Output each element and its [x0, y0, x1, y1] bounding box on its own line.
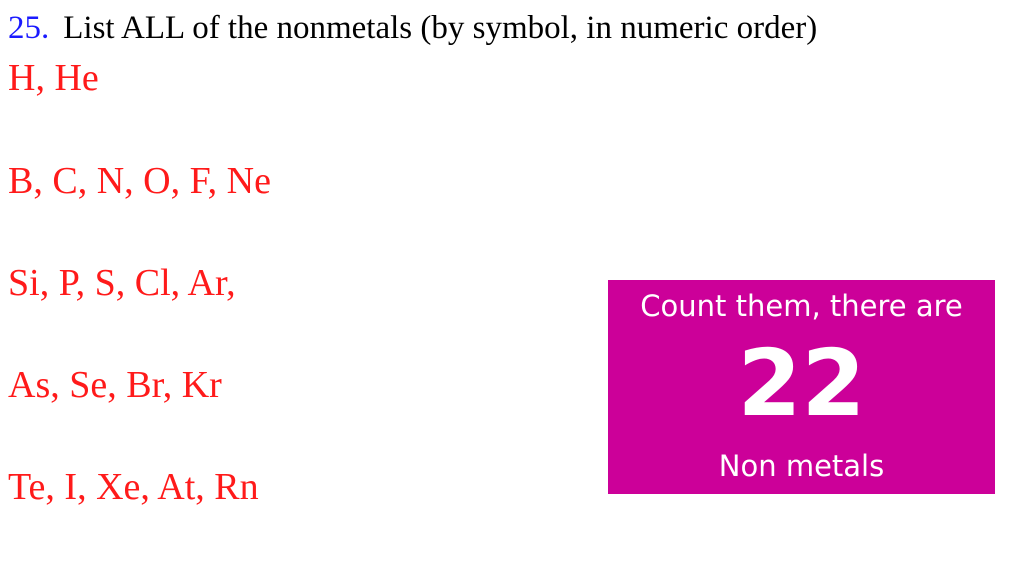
question-heading	[8, 8, 817, 48]
answer-line-1: H, He	[8, 57, 99, 99]
callout-count: 22	[737, 330, 866, 437]
answer-line-5: Te, I, Xe, At, Rn	[8, 466, 259, 508]
callout-intro-text: Count them, there are	[640, 289, 963, 323]
question-number: 25.	[8, 10, 50, 46]
count-callout-box	[608, 280, 995, 494]
callout-label: Non metals	[718, 449, 885, 483]
answer-line-3: Si, P, S, Cl, Ar,	[8, 262, 236, 304]
answer-line-2: B, C, N, O, F, Ne	[8, 160, 271, 202]
answer-line-4: As, Se, Br, Kr	[8, 364, 222, 406]
question-text: List ALL of the nonmetals (by symbol, in numeric order)	[63, 10, 818, 46]
